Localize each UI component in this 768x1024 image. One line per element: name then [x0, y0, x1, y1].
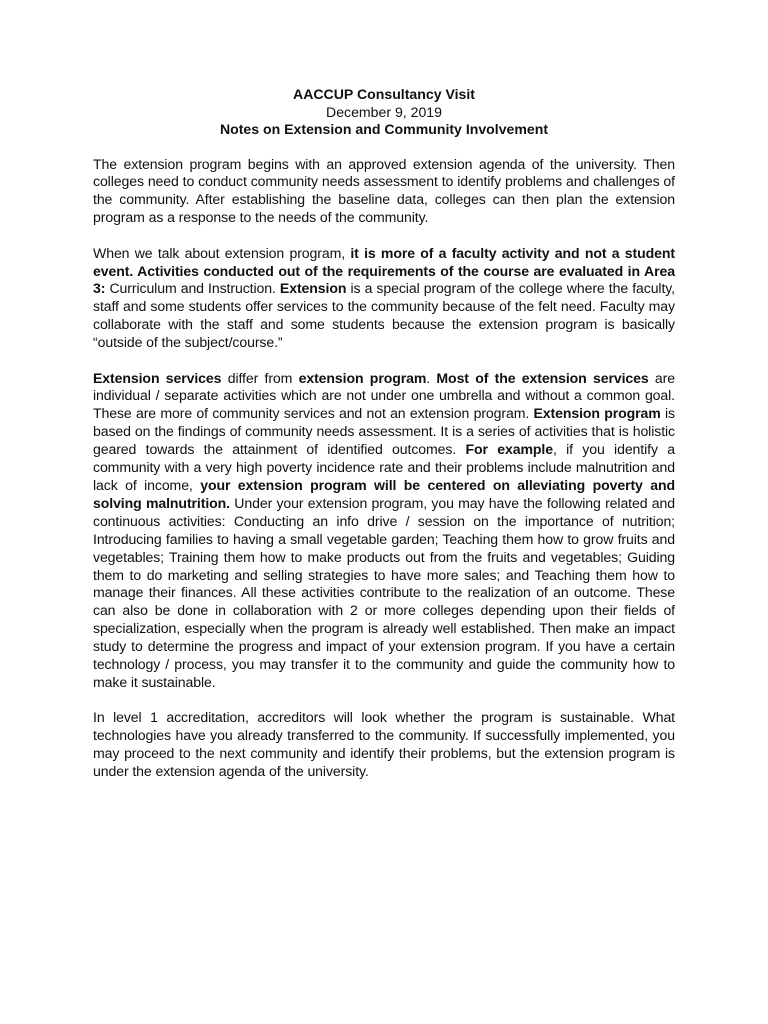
- document-subtitle: Notes on Extension and Community Involvement: [219, 121, 549, 137]
- document-page: [93, 86, 675, 799]
- bold-text-run: For example: [465, 441, 553, 458]
- text-run: is a special program of the college where the faculty, staff and some students offer services to the community because of the felt need. Faculty may collaborate with the staff and some students because the extension program is basically “outside of the subject/course.”: [93, 280, 675, 351]
- bold-text-run: extension program: [298, 369, 427, 386]
- paragraph-4: [93, 709, 675, 781]
- document-header: [93, 86, 675, 139]
- text-run: is based on the findings of community needs assessment. It is a series of activities that is holistic geared towards the attainment of identified outcomes.: [93, 405, 676, 458]
- text-run: The extension program begins with an approved extension agenda of the university. Then colleges need to conduct community needs assessment to identify problems and challenges of the community. After establishing the baseline data, colleges can then plan the extension program as a response to the needs of the community.: [93, 155, 675, 226]
- text-run: When we talk about extension program,: [93, 244, 351, 261]
- document-date: December 9, 2019: [326, 103, 442, 120]
- paragraph-3: [93, 370, 675, 692]
- document-title: AACCUP Consultancy Visit: [293, 86, 475, 102]
- bold-text-run: it is more of a faculty activity and not a student event. Activities conducted out of the requirements of the course are evaluated in Area 3:: [93, 244, 675, 297]
- text-run: Curriculum and Instruction.: [105, 280, 280, 297]
- paragraph-2: [93, 245, 675, 352]
- bold-text-run: your extension program will be centered on alleviating poverty and solving malnutrition.: [93, 477, 675, 511]
- text-run: , if you identify a community with a very high poverty incidence rate and their problems include malnutrition and lack of income,: [93, 441, 675, 493]
- text-run: Under your extension program, you may have the following related and continuous activities: Conducting an info drive / session on the importance of nutrition; Introducing families to having a small vegetable garden; Teaching them how to grow fruits and vegetables; Training them how to make products out from the fruits and vegetables; Guiding them to do marketing and selling strategies to have more sales; and Teaching them how to manage their finances. All these activities contribute to the realization of an outcome. These can also be done in collaboration with 2 or more colleges depending upon their fields of specialization, especially when the program is already well established. Then make an impact study to determine the progress and impact of your extension program. If you have a certain technology / process, you may transfer it to the community and guide the community how to make it sustainable.: [93, 494, 675, 690]
- text-run: .: [426, 369, 437, 386]
- paragraph-1: [93, 156, 675, 228]
- bold-text-run: Extension services: [93, 369, 222, 386]
- text-run: differ from: [221, 369, 299, 386]
- text-run: are individual / separate activities which are not under one umbrella and without a common goal. These are more of community services and not an extension program.: [93, 369, 676, 422]
- bold-text-run: Extension program: [533, 405, 661, 422]
- bold-text-run: Most of the extension services: [436, 369, 649, 386]
- text-run: In level 1 accreditation, accreditors will look whether the program is sustainable. What technologies have you already transferred to the community. If successfully implemented, you may proceed to the next community and identify their problems, but the extension program is under the extension agenda of the university.: [93, 709, 675, 780]
- bold-text-run: Extension: [279, 280, 347, 297]
